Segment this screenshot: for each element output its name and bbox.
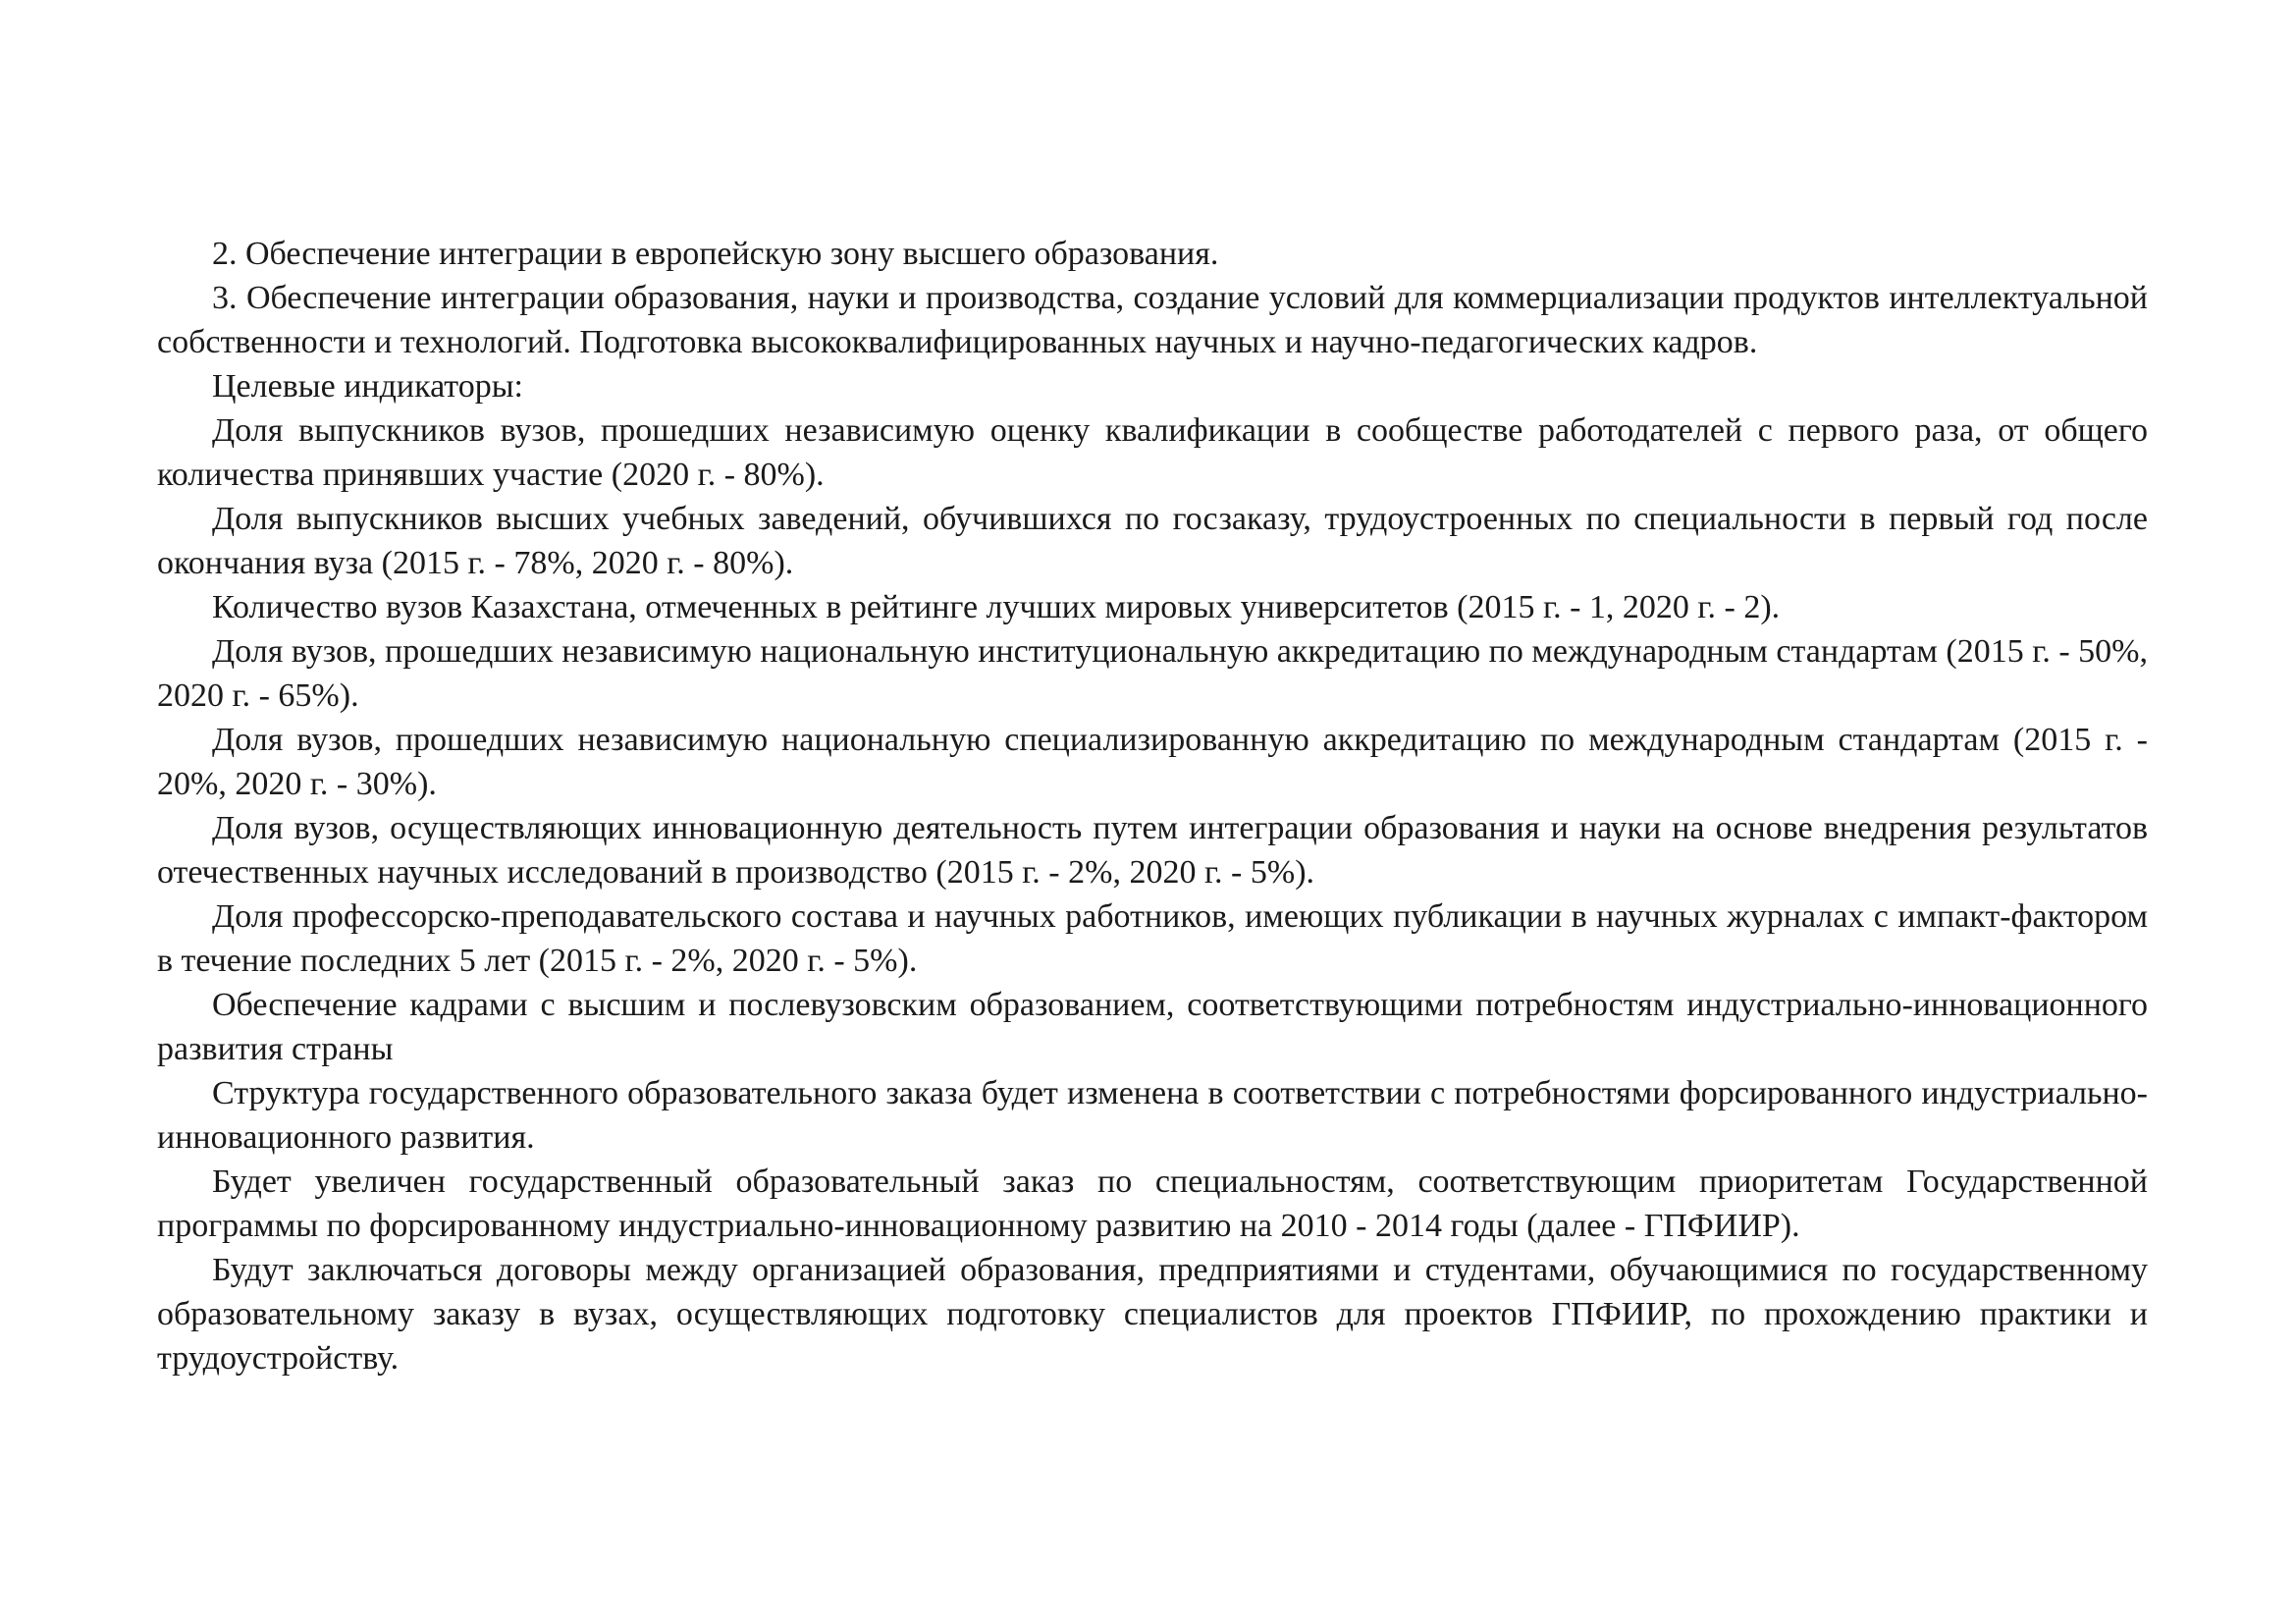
paragraph: Доля вузов, прошедших независимую национальную институциональную аккредитацию по международным стандартам (2015 г. - 50%, 2020 г. - 65%). [157,633,2148,714]
paragraph: 2. Обеспечение интеграции в европейскую зону высшего образования. [212,236,1219,272]
paragraph: Целевые индикаторы: [212,368,523,405]
paragraph: Будут заключаться договоры между организацией образования, предприятиями и студентами, обучающимися по государственному образовательному заказу в вузах, осуществляющих подготовку специалистов для проектов ГПФИИР, по прохождению практики и трудоустройству. [157,1252,2148,1377]
paragraph: Доля выпускников высших учебных заведений, обучившихся по госзаказу, трудоустроенных по специальности в первый год после окончания вуза (2015 г. - 78%, 2020 г. - 80%). [157,501,2148,581]
paragraph: Обеспечение кадрами с высшим и послевузовским образованием, соответствующими потребностям индустриально-инновационного развития страны [157,987,2148,1067]
paragraph: Доля вузов, прошедших независимую национальную специализированную аккредитацию по международным стандартам (2015 г. - 20%, 2020 г. - 30%). [157,722,2148,802]
paragraph: Структура государственного образовательного заказа будет изменена в соответствии с потребностями форсированного индустриально-инновационного развития. [157,1075,2148,1156]
paragraph: Количество вузов Казахстана, отмеченных в рейтинге лучших мировых университетов (2015 г. - 1, 2020 г. - 2). [212,589,1781,625]
paragraph: 3. Обеспечение интеграции образования, науки и производства, создание условий для коммерциализации продуктов интеллектуальной собственности и технологий. Подготовка высококвалифицированных научных и научно-педагогических кадров. [157,280,2148,360]
document-body [157,232,2148,1380]
paragraph: Доля вузов, осуществляющих инновационную деятельность путем интеграции образования и науки на основе внедрения результатов отечественных научных исследований в производство (2015 г. - 2%, 2020 г. - 5%). [157,810,2148,891]
paragraph: Доля выпускников вузов, прошедших независимую оценку квалификации в сообществе работодателей с первого раза, от общего количества принявших участие (2020 г. - 80%). [157,412,2148,493]
paragraph: Доля профессорско-преподавательского состава и научных работников, имеющих публикации в научных журналах с импакт-фактором в течение последних 5 лет (2015 г. - 2%, 2020 г. - 5%). [157,898,2148,979]
paragraph: Будет увеличен государственный образовательный заказ по специальностям, соответствующим приоритетам Государственной программы по форсированному индустриально-инновационному развитию на 2010 - 2014 годы (далее - ГПФИИР). [157,1163,2148,1244]
